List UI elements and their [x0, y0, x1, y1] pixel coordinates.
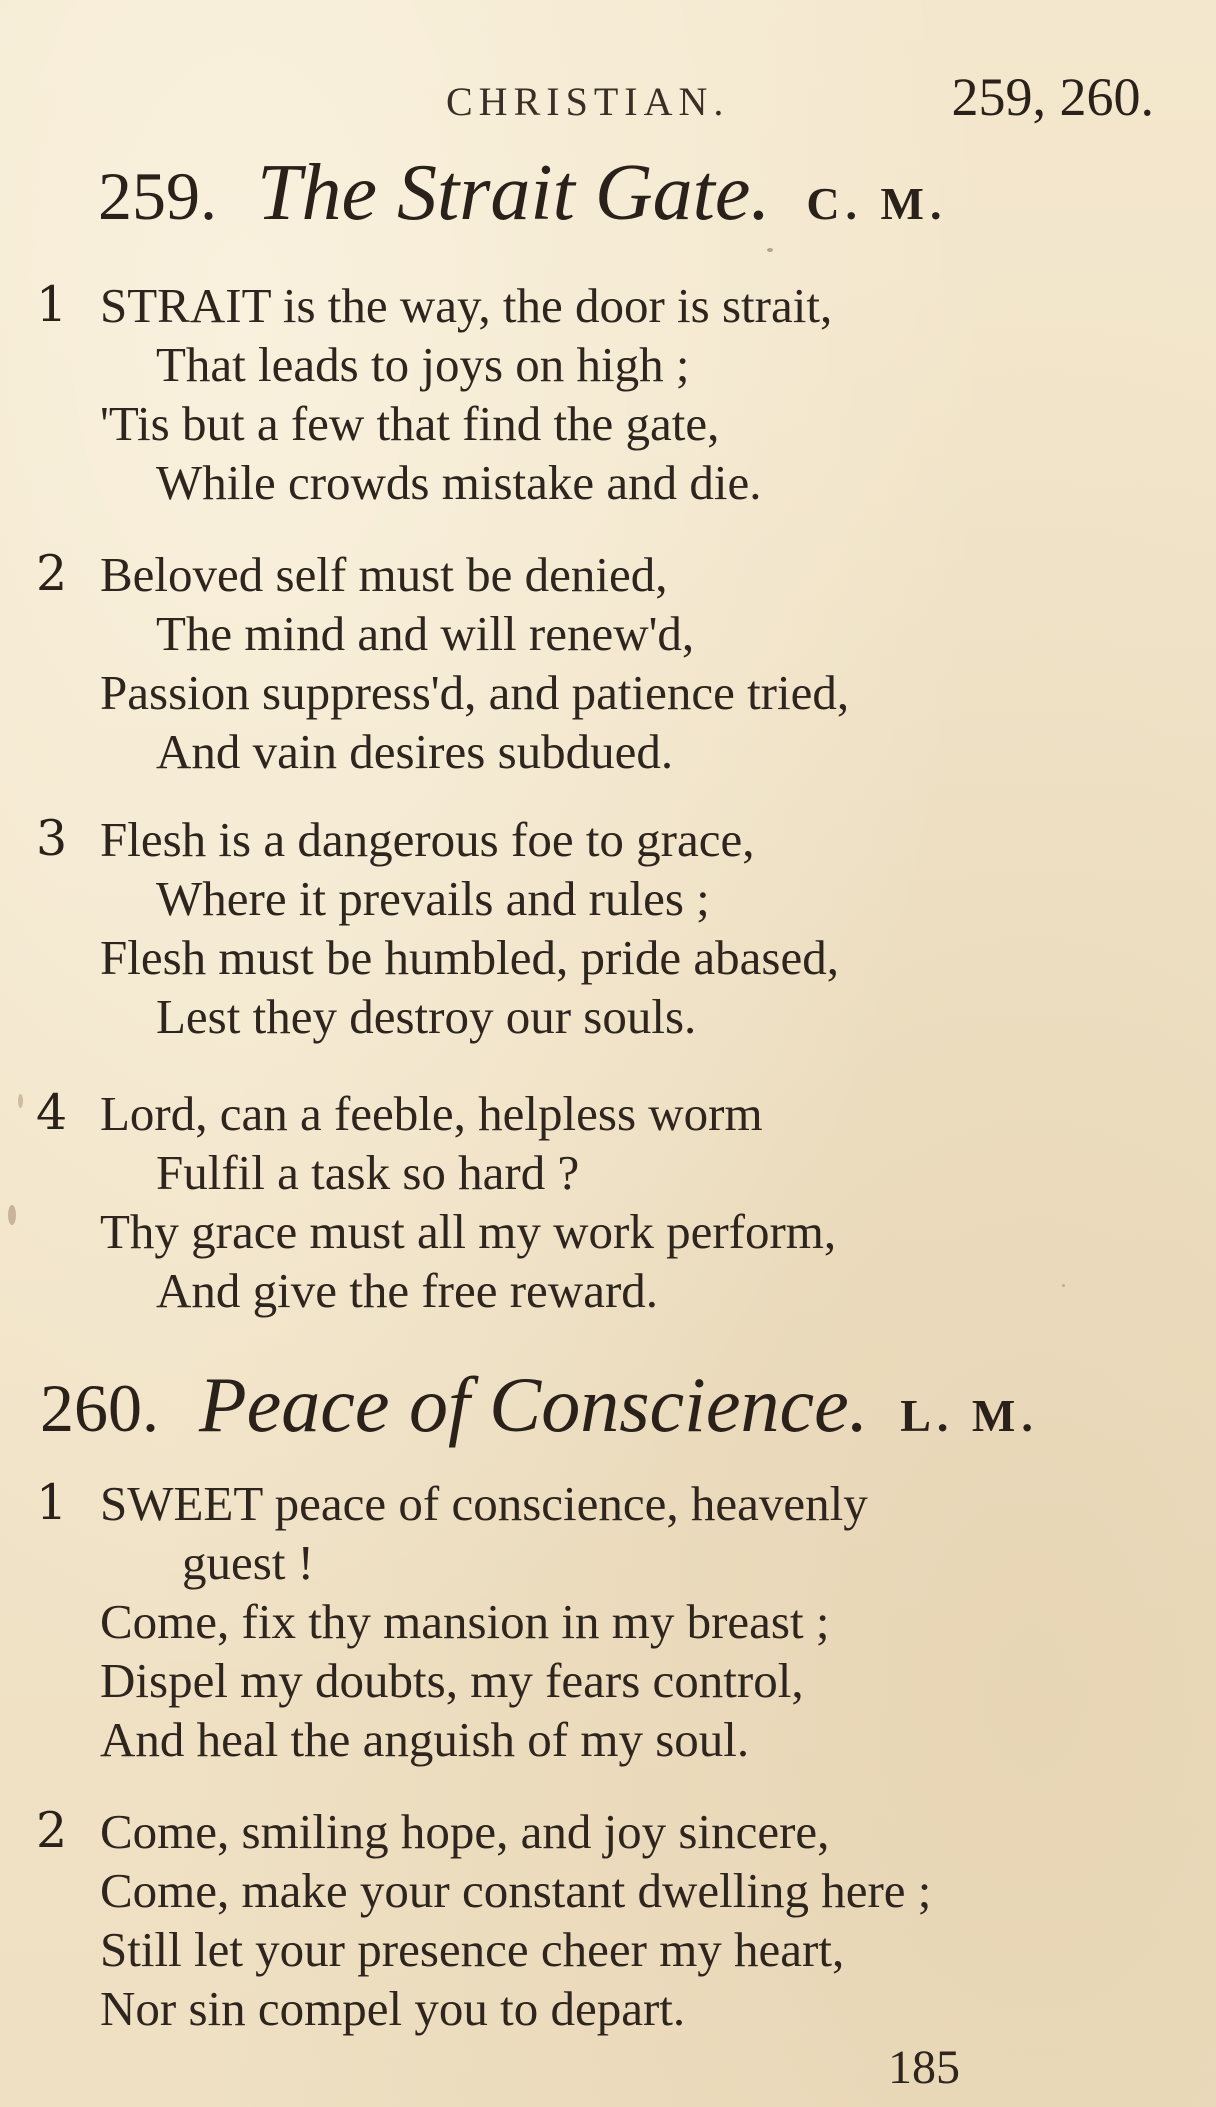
verse-line: And give the free reward. [156, 1263, 659, 1318]
verse-line: Flesh must be humbled, pride abased, [100, 930, 839, 985]
verse-line: While crowds mistake and die. [156, 455, 762, 510]
verse-line: STRAIT is the way, the door is strait, [100, 278, 833, 333]
stanza-number: 1 [36, 1474, 68, 1531]
verse-line: And vain desires subdued. [156, 724, 674, 779]
ink-speck [1062, 1284, 1065, 1287]
stanza-number: 1 [36, 276, 68, 333]
ink-speck [18, 1094, 23, 1108]
hymn-260-stanza-2 [0, 1802, 1216, 2038]
verse-line: Come, fix thy mansion in my breast ; [100, 1594, 830, 1649]
hymn-title: Peace of Conscience. [199, 1361, 869, 1448]
hymn-259-stanza-3 [0, 810, 1216, 1046]
hymn-259-stanza-2 [0, 545, 1216, 781]
verse-line: 'Tis but a few that find the gate, [100, 396, 720, 451]
hymn-260-heading [40, 1360, 1039, 1450]
hymn-260-stanza-1 [0, 1474, 1216, 1769]
verse-line: Thy grace must all my work perform, [100, 1204, 837, 1259]
hymn-meter: L. M. [900, 1390, 1039, 1441]
running-title: CHRISTIAN. [446, 79, 730, 124]
page-hymn-range: 259, 260. [951, 67, 1154, 127]
hymn-259-stanza-1 [0, 276, 1216, 512]
verse-line: SWEET peace of conscience, heavenly [100, 1476, 868, 1531]
verse-line: Passion suppress'd, and patience tried, [100, 665, 850, 720]
verse-line: Fulfil a task so hard ? [156, 1145, 580, 1200]
verse-line: Come, make your constant dwelling here ; [100, 1863, 932, 1918]
verse-line: Flesh is a dangerous foe to grace, [100, 812, 755, 867]
verse-line: The mind and will renew'd, [156, 606, 695, 661]
verse-line: And heal the anguish of my soul. [100, 1712, 750, 1767]
verse-line: Lest they destroy our souls. [156, 989, 697, 1044]
verse-line: Still let your presence cheer my heart, [100, 1922, 845, 1977]
hymn-title: The Strait Gate. [257, 149, 771, 237]
stanza-number: 2 [36, 545, 68, 602]
verse-line: Where it prevails and rules ; [156, 871, 710, 926]
hymn-number: 259. [98, 158, 217, 234]
verse-line: Beloved self must be denied, [100, 547, 668, 602]
verse-line: Lord, can a feeble, helpless worm [100, 1086, 763, 1141]
ink-speck [767, 248, 773, 252]
page-number: 185 [888, 2041, 960, 2094]
verse-line: Come, smiling hope, and joy sincere, [100, 1804, 830, 1859]
stanza-number: 4 [36, 1084, 68, 1141]
verse-line-continuation: guest ! [182, 1535, 314, 1590]
ink-speck [8, 1205, 16, 1225]
hymn-number: 260. [40, 1370, 159, 1446]
verse-line: Nor sin compel you to depart. [100, 1981, 686, 2036]
stanza-number: 3 [36, 810, 68, 867]
verse-line: That leads to joys on high ; [156, 337, 690, 392]
hymn-259-stanza-4 [0, 1084, 1216, 1320]
hymn-259-heading [98, 148, 947, 239]
hymn-meter: C. M. [806, 178, 948, 229]
stanza-number: 2 [36, 1802, 68, 1859]
verse-line: Dispel my doubts, my fears control, [100, 1653, 804, 1708]
